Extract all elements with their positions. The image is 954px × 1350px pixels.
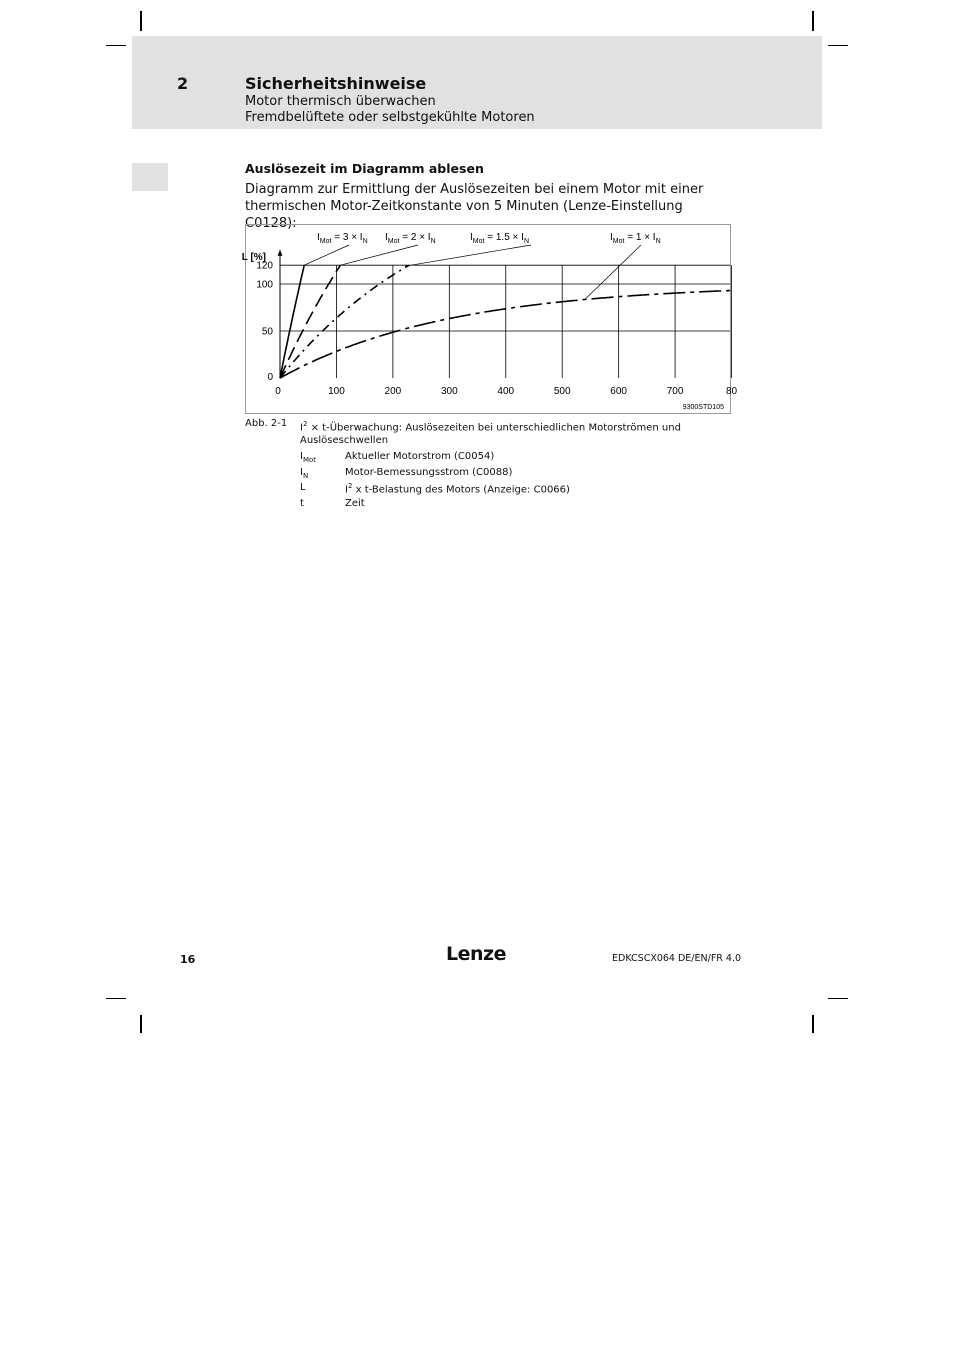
y-axis-label: L [%] xyxy=(241,251,266,263)
legend-desc-text: x t-Belastung des Motors (Anzeige: C0066) xyxy=(352,484,570,496)
crop-mark xyxy=(812,1015,814,1033)
series-label: $I_{Mot} = 3 \times I_N$ xyxy=(317,232,368,245)
subtitle-1: Motor thermisch überwachen xyxy=(245,94,436,109)
series-label: $I_{Mot} = 1 \times I_N$ xyxy=(610,232,661,245)
series-label: $I_{Mot} = 2 \times I_N$ xyxy=(385,232,436,245)
side-marker xyxy=(132,163,168,191)
document-id: EDKCSCX064 DE/EN/FR 4.0 xyxy=(612,953,742,964)
trip-time-chart xyxy=(241,225,738,413)
crop-mark xyxy=(828,45,848,46)
x-tick-label: 100 xyxy=(328,386,345,397)
legend-symbol: L xyxy=(300,482,306,493)
figure-id: 9300STD105 xyxy=(682,404,724,411)
figure-label: Abb. 2-1 xyxy=(245,418,288,429)
y-tick-label: 0 xyxy=(267,372,273,383)
caption-text: × t-Überwachung: Auslösezeiten bei unterschiedlichen Motorströmen und Auslöseschwellen xyxy=(300,422,681,447)
crop-mark xyxy=(828,998,848,999)
y-tick-label: 120 xyxy=(256,260,273,272)
y-tick-label: 100 xyxy=(256,279,273,291)
legend-desc-sup: 2 xyxy=(347,482,353,490)
x-tick-label: 0 xyxy=(275,386,281,397)
legend-description: Zeit xyxy=(345,497,365,509)
x-tick-label: 700 xyxy=(666,386,684,397)
crop-mark xyxy=(140,11,142,31)
legend-symbol xyxy=(300,467,308,480)
chapter-number: 2 xyxy=(177,74,189,93)
series-leader-line xyxy=(405,245,531,266)
crop-mark xyxy=(140,1015,142,1033)
x-tick-label: 200 xyxy=(384,386,402,397)
series-leader-line xyxy=(340,245,418,265)
legend-sym-sub: N xyxy=(302,471,309,480)
crop-mark xyxy=(106,45,126,46)
x-tick-label: 600 xyxy=(610,386,627,397)
caption-i: I xyxy=(300,422,303,434)
x-tick-label: 300 xyxy=(440,386,458,397)
subtitle-2: Fremdbelüftete oder selbstgekühlte Motoren xyxy=(245,110,535,125)
series-line xyxy=(280,265,304,378)
series-label: $I_{Mot} = 1.5 \times I_N$ xyxy=(470,232,529,245)
lenze-logo: Lenze xyxy=(446,943,506,965)
x-tick-label: 80 xyxy=(725,386,738,397)
crop-mark xyxy=(812,11,814,31)
section-paragraph: Diagramm zur Ermittlung der Auslösezeiten bei einem Motor mit einer thermischen Motor-Zeitkonstante von 5 Minuten (Lenze-Einstellung C0128): xyxy=(245,182,704,231)
series-line xyxy=(280,265,340,378)
x-tick-label: 400 xyxy=(497,386,515,397)
legend-description: Aktueller Motorstrom (C0054) xyxy=(345,451,495,462)
legend-desc-pre: I xyxy=(345,484,348,496)
page-number: 16 xyxy=(180,953,196,966)
crop-mark xyxy=(106,998,126,999)
legend-symbol xyxy=(300,451,316,464)
section-heading: Auslösezeit im Diagramm ablesen xyxy=(245,161,484,176)
y-tick-label: 50 xyxy=(261,326,273,338)
figure-caption xyxy=(300,418,700,447)
x-tick-label: 500 xyxy=(553,386,571,397)
series-line xyxy=(280,265,409,378)
legend-description xyxy=(345,482,570,495)
series-leader-line xyxy=(304,245,349,265)
legend-description: Motor-Bemessungsstrom (C0088) xyxy=(345,466,513,478)
legend-sym-sub: Mot xyxy=(302,456,317,464)
caption-sup: 2 xyxy=(302,420,308,428)
legend-sym-main: I xyxy=(300,451,303,462)
series-leader-line xyxy=(585,245,641,300)
legend-sym-main: I xyxy=(300,466,303,478)
y-axis-arrow xyxy=(278,250,283,256)
chapter-title: Sicherheitshinweise xyxy=(245,74,427,93)
legend-symbol: t xyxy=(300,497,304,509)
